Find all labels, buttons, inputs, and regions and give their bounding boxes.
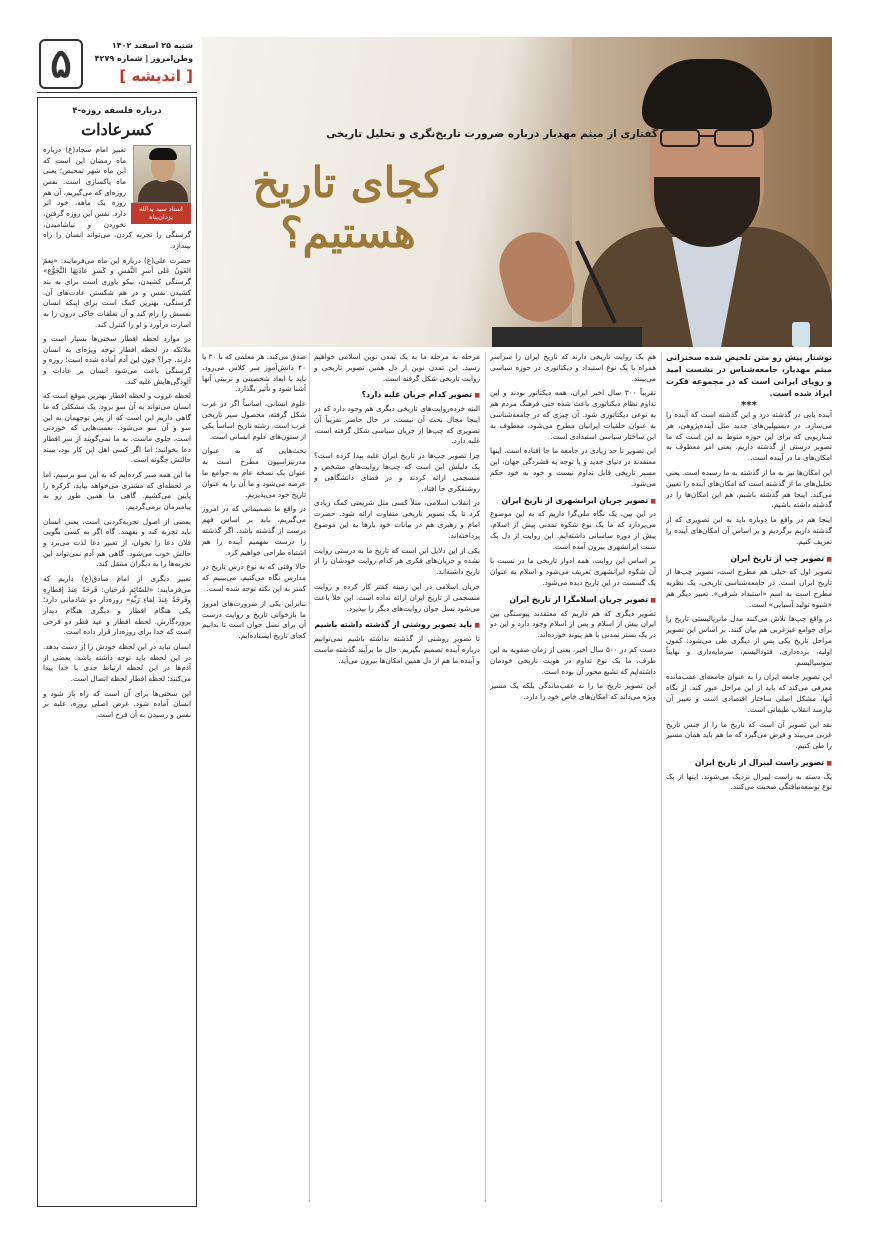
- paragraph: مرحله به مرحله ما به یک تمدن نوین اسلامی خواهیم رسید. این تمدن نوین از دل همین تصویر تاریخی و روایت تاریخی شکل گرفته است.: [314, 352, 480, 383]
- paragraph: البته خرده‌روایت‌های تاریخی دیگری هم وجود دارد که در اینجا مجال بحث آن نیست. در حال حاضر تقریباً آن تصویری که چپ‌ها از جریان سیاسی شکل گرفته است، غلبه دارد.: [314, 404, 480, 446]
- paragraph: در واقع ما تصمیماتی که در امروز می‌گیریم، باید بر اساس فهم درست از گذشته باشد. اگر گذشته را درست نفهمیم آینده را هم اشتباه طراحی خواهیم کرد.: [202, 504, 306, 557]
- paragraph: بر اساس این روایت، همه ادوار تاریخی ما در نسبت با آن شکوه ایرانشهری تعریف می‌شود و اسلام به عنوان یک گسست در این تاریخ دیده می‌شود.: [490, 556, 656, 588]
- paragraph: چرا تصویر چپ‌ها در تاریخ ایران غلبه پیدا کرده است؟ یک دلیلش این است که چپ‌ها روایت‌های مشخص و منسجمی ارائه کردند و در فضای دانشگاهی و روشنفکری جا افتاد.: [314, 451, 480, 493]
- article-title-line1: کجای تاریخ: [252, 158, 444, 207]
- laptop-icon: [492, 327, 642, 347]
- paragraph: تصویر اول که خیلی هم مطرح است، تصویر چپ‌ها از تاریخ ایران است. در جامعه‌شناسی تاریخی، یک نظریه مطرح است به اسم «استبداد شرقی». تعبیر دیگر هم «شیوه تولید آسیایی» است.: [666, 567, 832, 609]
- article-lead: نوشتار پیش رو متن تلخیص شده سخنرانی میثم مهدیار، جامعه‌شناس در نشست امید و رویای ایرانی است که در مجموعه فکرت ایراد شده است.: [666, 353, 832, 398]
- water-bottle-icon: [792, 322, 810, 347]
- paragraph: در واقع چپ‌ها تلاش می‌کنند مدل ماتریالیستی تاریخ را برای جوامع غیرغربی هم بیان کنند. بر اساس این تصویر مراحل تاریخ یکی پس از دیگری طی می‌شود: کمون اولیه، برده‌داری، فئودالیسم، سرمایه‌داری و نهایتاً سوسیالیسم.: [666, 614, 832, 667]
- kasr-paragraph: ما این همه صبر کرده‌ایم که به این سو برسیم. اما در لحظه‌ای که مشتری می‌خواهد بیاید، کرکره را پایین می‌کشیم. گاهی ما همین طور رو به پیامبرمان برمی‌گردیم.: [43, 470, 191, 511]
- article-title-line2: هستیم؟: [280, 208, 416, 257]
- paragraph: نقد این تصویر آن است که تاریخ ما را از جنس تاریخ غربی می‌بیند و فرض می‌گیرد که ما هم باید همان مسیر را طی کنیم.: [666, 719, 832, 751]
- issue-number: وطن‌امروز | شماره ۴۲۷۹: [94, 54, 193, 63]
- article-column-4: [202, 352, 306, 1202]
- kasr-adat-column: [37, 97, 197, 1207]
- page-number: ۵: [39, 39, 83, 89]
- paragraph: حالا وقتی که به نوع درس تاریخ در مدارس نگاه می‌کنیم، می‌بینیم که کمتر به این نکته توجه شده است.: [202, 562, 306, 593]
- column-divider: [485, 352, 486, 1202]
- paragraph: بحث‌هایی که به عنوان مدرنیزاسیون مطرح است به عنوان یک نسخه عام به جوامع ما عرضه می‌شود و ما آن را به عنوان تاریخ خود می‌پذیریم.: [202, 446, 306, 499]
- paragraph: تصویر دیگری که هم داریم که معتقدند پیوستگی بین ایران پیش از اسلام و پس از اسلام وجود دارد و این دو در یک بستر تمدنی با هم پیوند خورده‌اند.: [490, 608, 656, 640]
- paragraph: در انقلاب اسلامی، مثلاً کسی مثل شریعتی کمک زیادی کرد تا یک تصویر تاریخی متفاوت ارائه شود. حضرت امام و رهبری هم در بیانات خود بارها به این موضوع پرداخته‌اند.: [314, 498, 480, 540]
- subheading: ■ تصویر راست لیبرال از تاریخ ایران: [666, 757, 832, 769]
- paragraph: این تصویر جامعه ایران را به عنوان جامعه‌ای عقب‌مانده معرفی می‌کند که باید از این مراحل عبور کند. از نگاه آنها، مشکل اصلی ساختار اقتصادی است و تغییر آن نیازمند انقلاب طبقاتی است.: [666, 672, 832, 714]
- paragraph: یک دسته به راست لیبرال نزدیک می‌شوند. اینها از یک نوع توسعه‌نیافتگی صحبت می‌کنند.: [666, 771, 832, 792]
- paragraph: این تصویر تا حد زیادی در جامعه ما جا افتاده است. اینها معتقدند در دنیای جدید و با توجه به فشردگی جهان، این مسیر تاریخی قابل تداوم نیست و خود به خود حکم می‌شود.: [490, 446, 656, 488]
- article-kicker: گفتاری از میثم مهدیار درباره ضرورت تاریخ‌نگری و تحلیل تاریخی: [326, 128, 658, 140]
- kasr-paragraph: تعبیر دیگری از امام صادق(ع) داریم که می‌فرمایند: «للصّائِمِ فَرحَتانِ: فَرحَةٌ عِندَ إفطارِهِ وفَرحَةٌ عِندَ لِقاءِ رَبِّهِ» روزه‌دار دو شادمانی دارد؛ یکی هنگام افطار و دیگری هنگام دیدار پروردگارش. لحظه افطار و عید فطر دو فرحی است که خدا برای روزه‌دار قرار داده است.: [43, 573, 191, 637]
- subheading: ■ تصویر کدام جریان غلبه دارد؟: [314, 389, 480, 401]
- paragraph: اینجا هم در واقع ما دوباره باید به این تصویری که از گذشته داریم برگردیم و بر اساس آن امکان‌های آینده را تعریف کنیم.: [666, 515, 832, 546]
- paragraph: تقریباً ۳۰۰ سال اخیر ایران، همه دیکتاتور بودند و این تداوم نظام دیکتاتوری باعث شده حتی فرهنگ مردم هم به نوعی دیکتاتوری شود. آن چیزی که در جامعه‌شناسی به عنوان خلقیات ایرانیان مطرح می‌شود، معطوف به این ساختار سیاسی استبدادی است.: [490, 388, 656, 441]
- column-divider: [661, 352, 662, 1202]
- article-column-2: [490, 352, 656, 1202]
- kasr-paragraph: حضرت علی(ع) درباره این ماه می‌فرمایند: «نِعمَ العَونُ عَلی أسرِ النَّفسِ و کَسرِ عادَتِهَا التَّجَوُّع» گرسنگی کشیدن، نیکو یاوری است برای به بند کشیدن نفس و در هم شکستن عادت‌های آن. گرسنگی، بهترین کمک است برای اینکه انسان نفسش را رام کند و آن تعلقات خاکی درون را به اسارت درآورد و او را کنترل کند.: [43, 255, 191, 329]
- paragraph: دست کم در ۵۰۰ سال اخیر، یعنی از زمان صفویه به این طرف، ما یک نوع تداوم در هویت تاریخی خودمان داشته‌ایم که تشیع محور آن بوده است.: [490, 644, 656, 676]
- paragraph: این امکان‌ها نیز به ما از گذشته به ما رسیده است. یعنی تحلیل‌های ما از گذشته است که امکان‌های آینده را تعیین می‌کند. اینجا هم گذشته باشیم، هم این امکان‌ها را در گذشته داشته باشیم.: [666, 467, 832, 510]
- speaker-hand: [492, 224, 583, 329]
- masthead: [37, 37, 197, 93]
- subheading: ■ تصویر جریان ایرانشهری از تاریخ ایران: [490, 495, 656, 507]
- author-photo: [133, 145, 191, 203]
- paragraph: این تصویر تاریخ ما را نه عقب‌ماندگی بلکه یک مسیر ویژه می‌داند که امکان‌های خاص خود را دارد.: [490, 681, 656, 702]
- author-block: [131, 145, 191, 224]
- article-column-1: [666, 410, 832, 1202]
- sidebar: [37, 37, 197, 1207]
- paragraph: تا تصویر روشنی از گذشته نداشته باشیم نمی‌توانیم درباره آینده تصمیم بگیریم. حال ما برآیند گذشته ماست و آینده ما هم از دل همین امکان‌ها بیرون می‌آید.: [314, 634, 480, 665]
- kasr-paragraph: این سختی‌ها برای آن است که راه باز شود و انسان آماده شود. غرض اصلی روزه، غلبه بر نفس و رسیدن به آن فرح است.: [43, 688, 191, 719]
- kasr-paragraph: تعبیر امام سجاد(ع) درباره ماه رمضان این است که این ماه شهر تمحیص؛ یعنی ماه پاکسازی است. نفس روزه‌ای که می‌گیریم، آن هم روزه یک ماهه، خود اثر دارد. نفس این روزه گرفتن، نخوردن و نیاشامیدن، گرسنگی را تجربه کردن، می‌تواند انسان را راه بیندازد.: [43, 145, 191, 250]
- kasr-kicker: درباره فلسفه روزه-۴: [72, 106, 162, 116]
- paragraph: در این بین، یک نگاه ملی‌گرا داریم که به این موضوع می‌پردازد که ما یک نوع شکوه تمدنی پیش از اسلام، پیش از دوره ساسانی داشته‌ایم. این روایت از دل یک سنت ایرانشهری بیرون آمده است.: [490, 509, 656, 551]
- paragraph: جریان اسلامی در این زمینه کمتر کار کرده و روایت منسجمی از تاریخ ایران ارائه نداده است. این خلأ باعث می‌شود نسل جوان روایت‌های دیگر را بپذیرد.: [314, 582, 480, 613]
- kasr-paragraph: بعضی از اصول تجربه‌کردنی است، یعنی انسان باید تجربه کند و بفهمد. گاه اگر به کسی بگویی فلان دعا را بخوان، از تعبیر دعا لذت می‌برد و حالش خوب می‌شود. گاهی هم آدم نمی‌تواند این تجربه‌ها را به دیگران منتقل کند.: [43, 516, 191, 569]
- paragraph: یکی از این دلایل این است که تاریخ ما به درستی روایت نشده و جریان‌های فکری هر کدام روایت خودشان را از تاریخ داشته‌اند.: [314, 545, 480, 577]
- section-label: اندیشه: [131, 67, 181, 85]
- kasr-body: [43, 145, 191, 720]
- paragraph: صدق می‌کند. هر معلمی که با ۳۰ یا ۴۰ دانش‌آموز سر کلاس می‌رود، باید با ابعاد شخصیتی و تربیتی آنها آشنا شود و تأثیر بگذارد.: [202, 352, 306, 394]
- kasr-paragraph: لحظه غروب و لحظه افطار بهترین موقع است که انسان می‌تواند به آن سو برود. یک مشکلی که ما گاهی داریم این است که از پس توجهمان به این سو و آن سو می‌شود. نعمت‌هایی که خوردنی است، جلوی ماست. به ما نمی‌گویند از سر افطار دعا بخوانید؛ اما اگر کسی اهل این کار بود، ببیند حالتش چگونه است.: [43, 391, 191, 465]
- kasr-paragraph: انسان نباید در این لحظه خودش را از دست بدهد. در این لحظه باید توجه داشته باشد. بعضی از آدم‌ها در این لحظه ارتباط جدی با خدا پیدا می‌کنند؛ لحظه افطار لحظه اتصال است.: [43, 641, 191, 683]
- subheading: ■ باید تصویر روشنی از گذشته داشته باشیم: [314, 619, 480, 631]
- article-column-3: [314, 352, 480, 1202]
- paragraph: علوم انسانی، اساساً اگر در غرب شکل گرفته، محصول سیر تاریخی غرب است. رشته تاریخ اساساً یکی از ستون‌های علوم انسانی است.: [202, 399, 306, 441]
- kasr-paragraph: در موارد لحظه افطار سختی‌ها بسیار است و ملائکه در لحظه افطار توجه ویژه‌ای به انسان دارند. چرا؟ چون این آدم آماده شده است؛ روزه و گرسنگی باعث می‌شود انسان بر عادات و آلودگی‌هایش غلبه کند.: [43, 334, 191, 386]
- author-name: استاد سید یدالله یزدان‌پناه: [131, 203, 191, 224]
- lead-separator: ***: [741, 400, 757, 411]
- section-title: [ اندیشه ]: [119, 67, 193, 85]
- paragraph: آینده یابی در گذشته درد و این گذشته است که آینده را می‌سازد. در دیسیپلین‌های جدید مثل آینده‌پژوهی، هر سناریویی که برای این حوزه منوط به این است که ما تصویر درستی از گذشته داریم. یعنی امر معطوف به امکان‌های ما در آینده است.: [666, 410, 832, 463]
- subheading: ■ تصویر چپ از تاریخ ایران: [666, 553, 832, 565]
- glasses-icon: [657, 127, 757, 149]
- subheading: ■ تصویر جریان اسلامگرا از تاریخ ایران: [490, 594, 656, 606]
- kasr-title: کسرعادات: [81, 120, 153, 139]
- paragraph: بنابراین یکی از ضرورت‌های امروز ما بازخوانی تاریخ و روایت درست آن برای نسل جوان است تا بدانیم کجای تاریخ ایستاده‌ایم.: [202, 598, 306, 641]
- issue-date: شنبه ۲۵ اسفند ۱۴۰۲: [111, 41, 193, 50]
- column-divider: [309, 352, 310, 1202]
- paragraph: هم یک روایت تاریخی دارند که تاریخ ایران را سراسر همراه با یک نوع استبداد و دیکتاتوری در حوزه سیاسی می‌بینند.: [490, 352, 656, 383]
